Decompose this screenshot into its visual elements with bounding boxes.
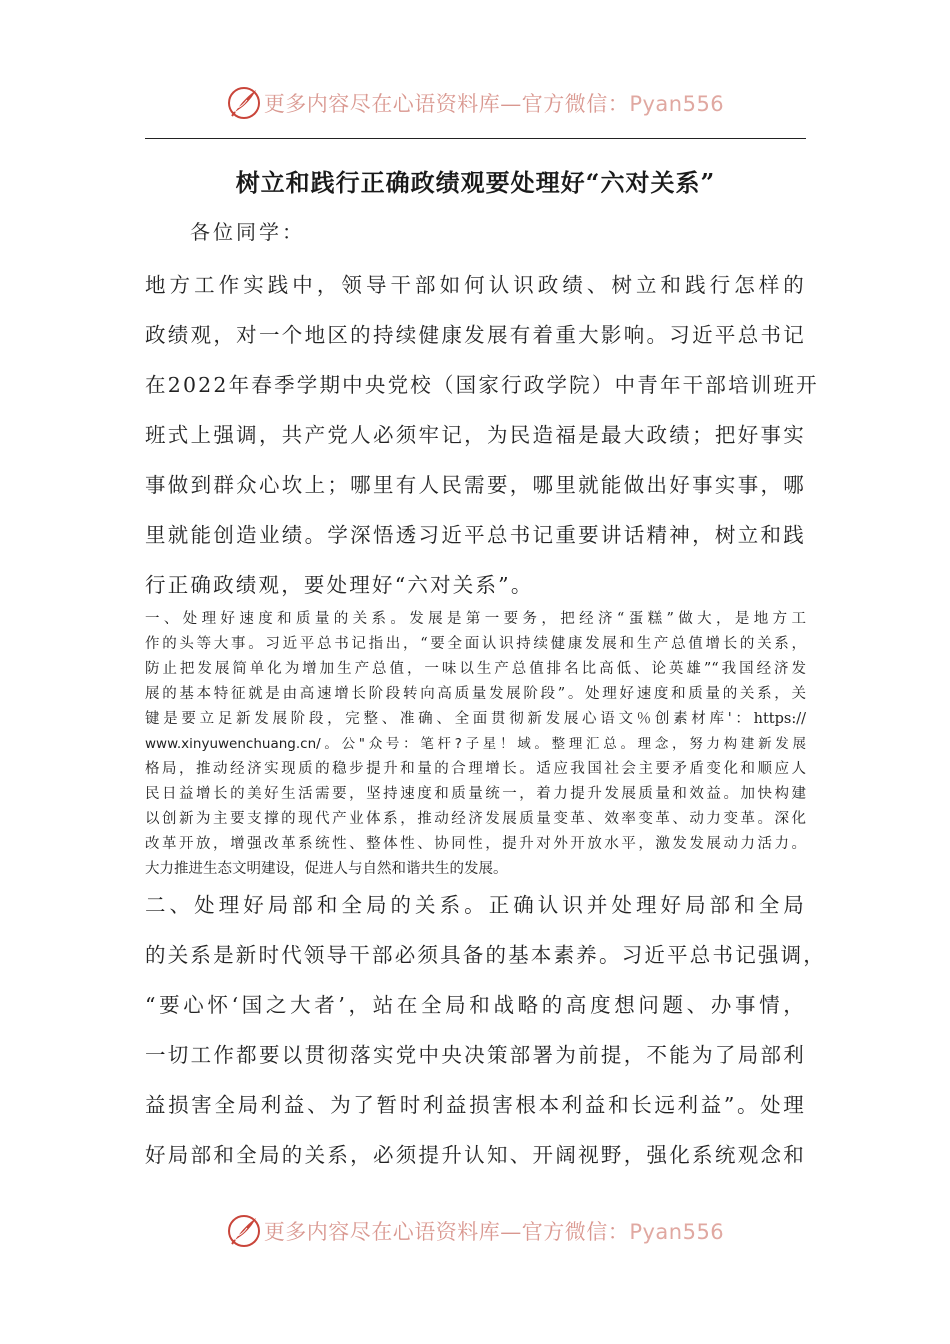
header-watermark (0, 78, 950, 128)
paragraph-intro (145, 260, 819, 610)
text-line: 的关系是新时代领导干部必须具备的基本素养。习近平总书记强调， (145, 943, 826, 967)
text-line: 事做到群众心坎上；哪里有人民需要，哪里就能做出好事实事，哪 (145, 473, 806, 497)
text-line: 政绩观，对一个地区的持续健康发展有着重大影响。习近平总书记 (145, 323, 806, 347)
text-line: 行正确政绩观，要处理好“六对关系”。 (145, 573, 534, 597)
text-line: 作的头等大事。习近平总书记指出，“要全面认识持续健康发展和生产总值增长的关系， (145, 636, 806, 652)
text-line: 二、处理好局部和全局的关系。正确认识并处理好局部和全局 (145, 893, 806, 917)
text-line: 班式上强调，共产党人必须牢记，为民造福是最大政绩；把好事实 (145, 423, 806, 447)
text-line: “要心怀‘国之大者’，站在全局和战略的高度想问题、办事情， (145, 993, 806, 1017)
text-line: 一切工作都要以贯彻落实党中央决策部署为前提，不能为了局部利 (145, 1043, 806, 1067)
quill-logo-icon (226, 1213, 262, 1249)
text-line: 键是要立足新发展阶段，完整、准确、全面贯彻新发展心语文％创素材库'：https:// (145, 711, 806, 727)
text-line: 格局，推动经济实现质的稳步提升和量的合理增长。适应我国社会主要矛盾变化和顺应人 (145, 761, 806, 777)
text-line: 改革开放，增强改革系统性、整体性、协同性，提升对外开放水平，激发发展动力活力。 (145, 836, 806, 852)
header-divider (145, 138, 806, 139)
watermark-text: 更多内容尽在心语资料库—官方微信：Pyan556 (263, 92, 725, 116)
text-line: 以创新为主要支撑的现代产业体系，推动经济发展质量变革、效率变革、动力变革。深化 (145, 811, 806, 827)
text-line: 展的基本特征就是由高速增长阶段转向高质量发展阶段”。处理好速度和质量的关系，关 (145, 686, 806, 702)
watermark-text: 更多内容尽在心语资料库—官方微信：Pyan556 (263, 1220, 725, 1244)
text-line: 里就能创造业绩。学深悟透习近平总书记重要讲话精神，树立和践 (145, 523, 806, 547)
text-line: 大力推进生态文明建设，促进人与自然和谐共生的发展。 (145, 861, 508, 877)
text-line: 在2022年春季学期中央党校（国家行政学院）中青年干部培训班开 (145, 373, 819, 397)
text-line: 一、处理好速度和质量的关系。发展是第一要务，把经济“蛋糕”做大，是地方工 (145, 611, 806, 627)
greeting: 各位同学： (190, 220, 305, 244)
text-line: 益损害全局利益、为了暂时利益损害根本利益和长远利益”。处理 (145, 1093, 806, 1117)
paragraph-speed-quality (145, 607, 806, 882)
text-line: 防止把发展简单化为增加生产总值，一味以生产总值排名比高低、论英雄”“我国经济发 (145, 661, 806, 677)
paragraph-local-global (145, 880, 826, 1180)
text-line: 地方工作实践中，领导干部如何认识政绩、树立和践行怎样的 (145, 273, 806, 297)
page-title: 树立和践行正确政绩观要处理好“六对关系” (235, 168, 716, 197)
quill-logo-icon (226, 85, 262, 121)
text-line: www.xinyuwenchuang.cn/。公"众号：笔杆?子星！域。整理汇总。理念，努力构建新发展 (145, 736, 806, 752)
text-line: 民日益增长的美好生活需要，坚持速度和质量统一，着力提升发展质量和效益。加快构建 (145, 786, 806, 802)
footer-watermark (0, 1206, 950, 1256)
text-line: 好局部和全局的关系，必须提升认知、开阔视野，强化系统观念和 (145, 1143, 806, 1167)
